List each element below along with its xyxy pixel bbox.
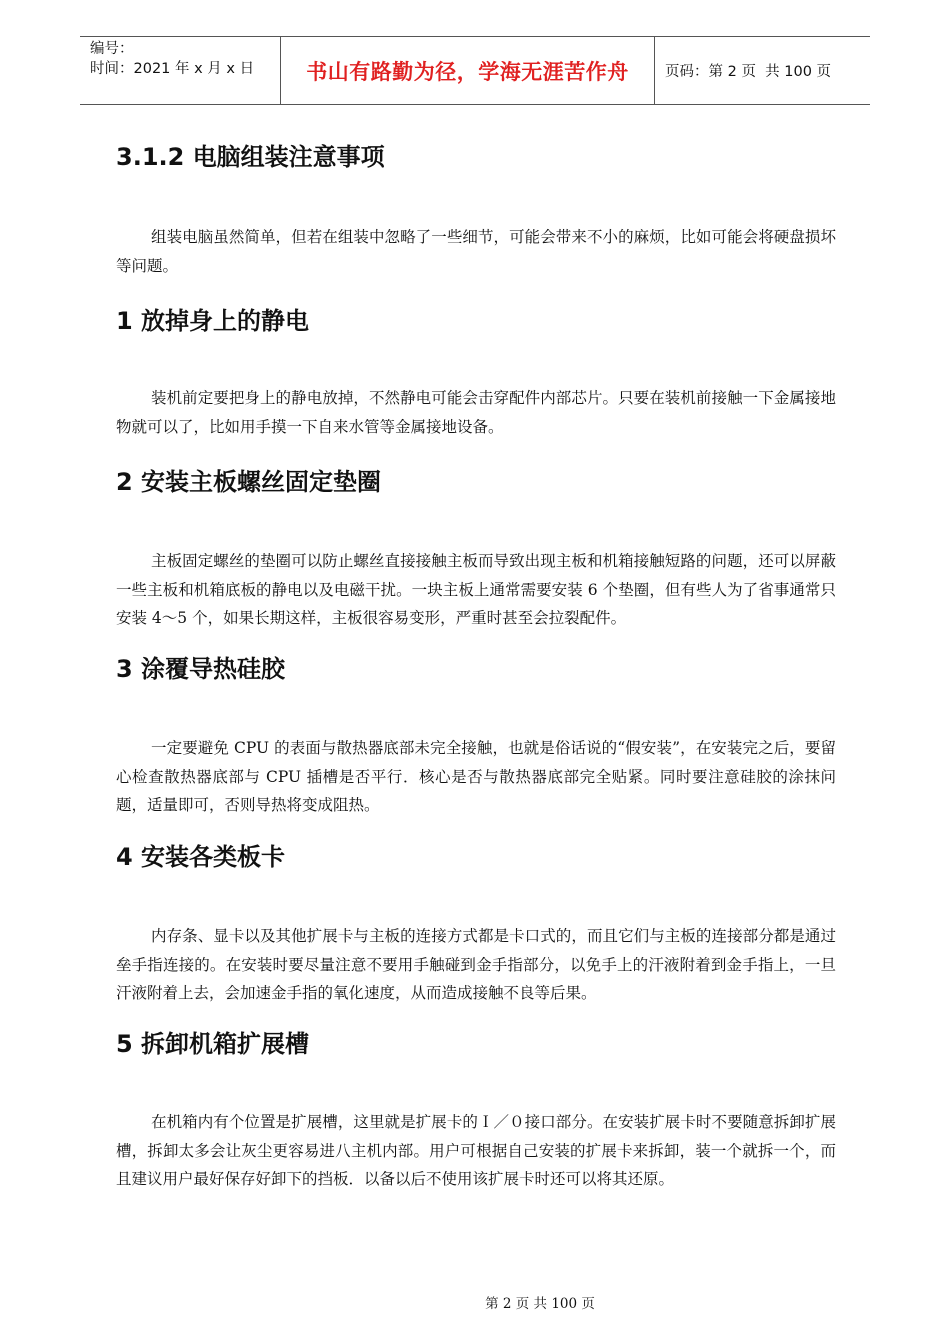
number-label: 编号： <box>90 41 134 57</box>
item-heading-4: 4 安装各类板卡 <box>116 843 286 871</box>
page-footer: 第 2 页 共 100 页 <box>485 1296 595 1312</box>
item-heading-3: 3 涂覆导热硅胶 <box>116 655 286 683</box>
page-header <box>80 36 870 105</box>
item-heading-5: 5 拆卸机箱扩展槽 <box>116 1030 310 1058</box>
time-label: 时间：2021 年 x 月 x 日 <box>90 61 255 77</box>
item-heading-2: 2 安装主板螺丝固定垫圈 <box>116 468 382 496</box>
page-info-text: 页码：第 2 页 共 100 页 <box>665 64 832 80</box>
item-paragraph-2: 主板固定螺丝的垫圈可以防止螺丝直接接触主板而导致出现主板和机箱接触短路的问题，还可以屏蔽一些主板和机箱底板的静电以及电磁干扰。一块主板上通常需要安装 6 个垫圈，但有些人为了省事通常只安装 4～5 个，如果长期这样，主板很容易变形，严重时甚至会拉裂配件。 <box>116 552 836 627</box>
item-heading-1: 1 放掉身上的静电 <box>116 307 310 335</box>
header-meta <box>80 37 281 104</box>
header-motto: 书山有路勤为径，学海无涯苦作舟 <box>281 37 655 104</box>
item-paragraph-5: 在机箱内有个位置是扩展槽，这里就是扩展卡的Ｉ／０接口部分。在安装扩展卡时不要随意拆卸扩展槽，拆卸太多会让灰尘更容易进八主机内部。用户可根据自己安装的扩展卡来拆卸，装一个就拆一个，而且建议用户最好保存好卸下的挡板．以备以后不使用该扩展卡时还可以将其还原。 <box>116 1113 836 1188</box>
item-paragraph-4: 内存条、显卡以及其他扩展卡与主板的连接方式都是卡口式的，而且它们与主板的连接部分都是通过垒手指连接的。在安装时要尽量注意不要用手触碰到金手指部分，以免手上的汗液附着到金手指上，一旦汗液附着上去，会加速金手指的氧化速度，从而造成接触不良等后果。 <box>116 927 836 1002</box>
intro-paragraph: 组装电脑虽然简单，但若在组装中忽略了一些细节，可能会带来不小的麻烦，比如可能会将硬盘损坏等问题。 <box>116 228 836 275</box>
item-paragraph-1: 装机前定要把身上的静电放掉，不然静电可能会击穿配件内部芯片。只要在装机前接触一下金属接地物就可以了，比如用手摸一下自来水管等金属接地设备。 <box>116 389 836 436</box>
section-title: 3.1.2 电脑组装注意事项 <box>116 143 385 171</box>
item-paragraph-3: 一定要避免 CPU 的表面与散热器底部未完全接触，也就是俗话说的“假安装”，在安装完之后，要留心检查散热器底部与 CPU 插槽是否平行．核心是否与散热器底部完全贴紧。同时要注意硅胶的涂抹问题，适量即可，否则导热将变成阻热。 <box>116 739 836 814</box>
header-page-info <box>655 37 870 104</box>
